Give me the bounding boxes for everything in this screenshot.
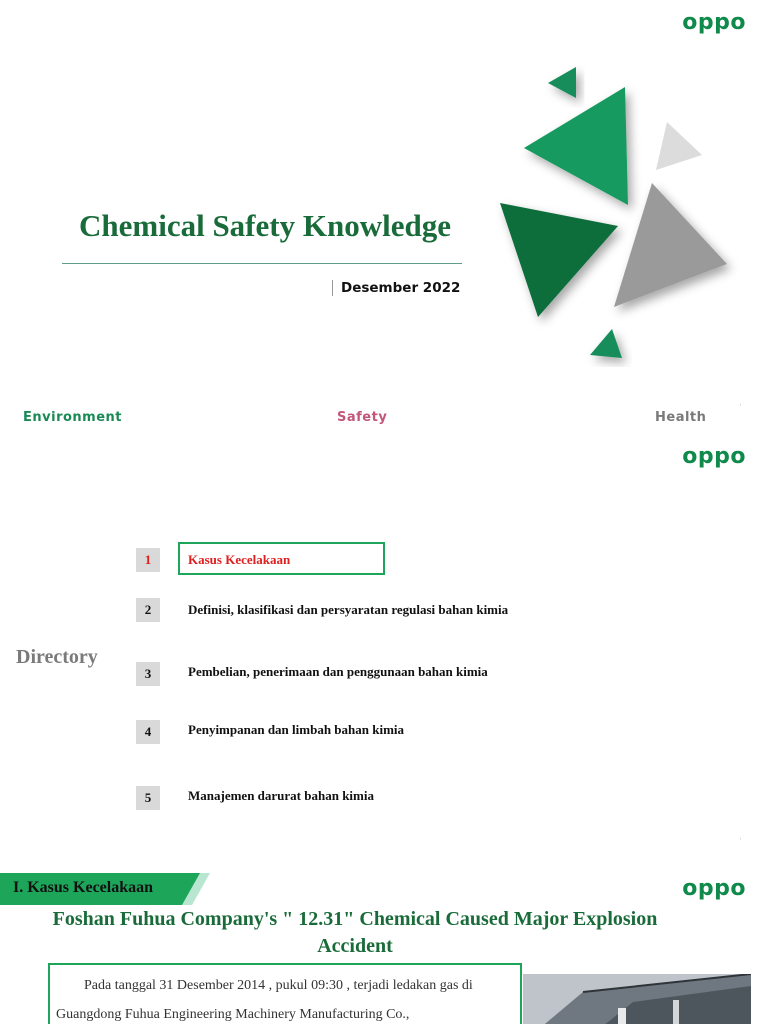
footer-environment: Environment bbox=[23, 410, 122, 425]
edge-mark: ' bbox=[740, 404, 742, 411]
dark-green-triangle bbox=[500, 203, 618, 317]
section-label: I. Kasus Kecelakaan bbox=[13, 879, 154, 896]
page-title: Chemical Safety Knowledge bbox=[79, 208, 451, 243]
light-gray-triangle bbox=[656, 122, 702, 170]
directory-slide bbox=[0, 434, 768, 868]
accident-headline: Foshan Fuhua Company's " 12.31" Chemical Caused Major Explosion Accident bbox=[52, 908, 658, 957]
accident-slide bbox=[0, 868, 768, 1024]
large-green-triangle bbox=[524, 87, 628, 205]
directory-item-number: 1 bbox=[136, 548, 160, 572]
presentation-date: Desember 2022 bbox=[341, 280, 461, 296]
directory-item-label: Kasus Kecelakaan bbox=[188, 552, 291, 567]
edge-mark: ' bbox=[740, 838, 742, 845]
footer-health: Health bbox=[655, 410, 707, 425]
title-divider bbox=[62, 263, 462, 264]
directory-item-label: Definisi, klasifikasi dan persyaratan regulasi bahan kimia bbox=[188, 602, 509, 617]
accident-text-box bbox=[48, 963, 522, 1024]
oppo-logo: oppo bbox=[682, 876, 746, 901]
oppo-logo: oppo bbox=[682, 444, 746, 469]
oppo-logo: oppo bbox=[682, 10, 746, 35]
accident-photo bbox=[523, 974, 751, 1024]
directory-item-label: Pembelian, penerimaan dan penggunaan bahan kimia bbox=[188, 664, 488, 679]
directory-item-number: 2 bbox=[136, 598, 160, 622]
date-divider bbox=[332, 280, 333, 296]
directory-title: Directory bbox=[16, 646, 98, 668]
directory-item-number: 4 bbox=[136, 720, 160, 744]
cover-slide bbox=[0, 0, 768, 434]
directory-item-number: 5 bbox=[136, 786, 160, 810]
small-green-triangle-top bbox=[548, 67, 576, 98]
directory-item-number: 3 bbox=[136, 662, 160, 686]
directory-item-label: Penyimpanan dan limbah bahan kimia bbox=[188, 722, 405, 737]
footer-safety: Safety bbox=[337, 410, 388, 425]
decorative-triangles bbox=[490, 55, 740, 375]
small-green-triangle-bottom bbox=[590, 329, 622, 358]
directory-item-label: Manajemen darurat bahan kimia bbox=[188, 788, 374, 803]
accident-body-text: Pada tanggal 31 Desember 2014 , pukul 09:30 , terjadi ledakan gas di Guangdong Fuhua Engineering Machinery Manufacturing Co., bbox=[56, 978, 473, 1022]
gray-triangle bbox=[614, 183, 727, 307]
